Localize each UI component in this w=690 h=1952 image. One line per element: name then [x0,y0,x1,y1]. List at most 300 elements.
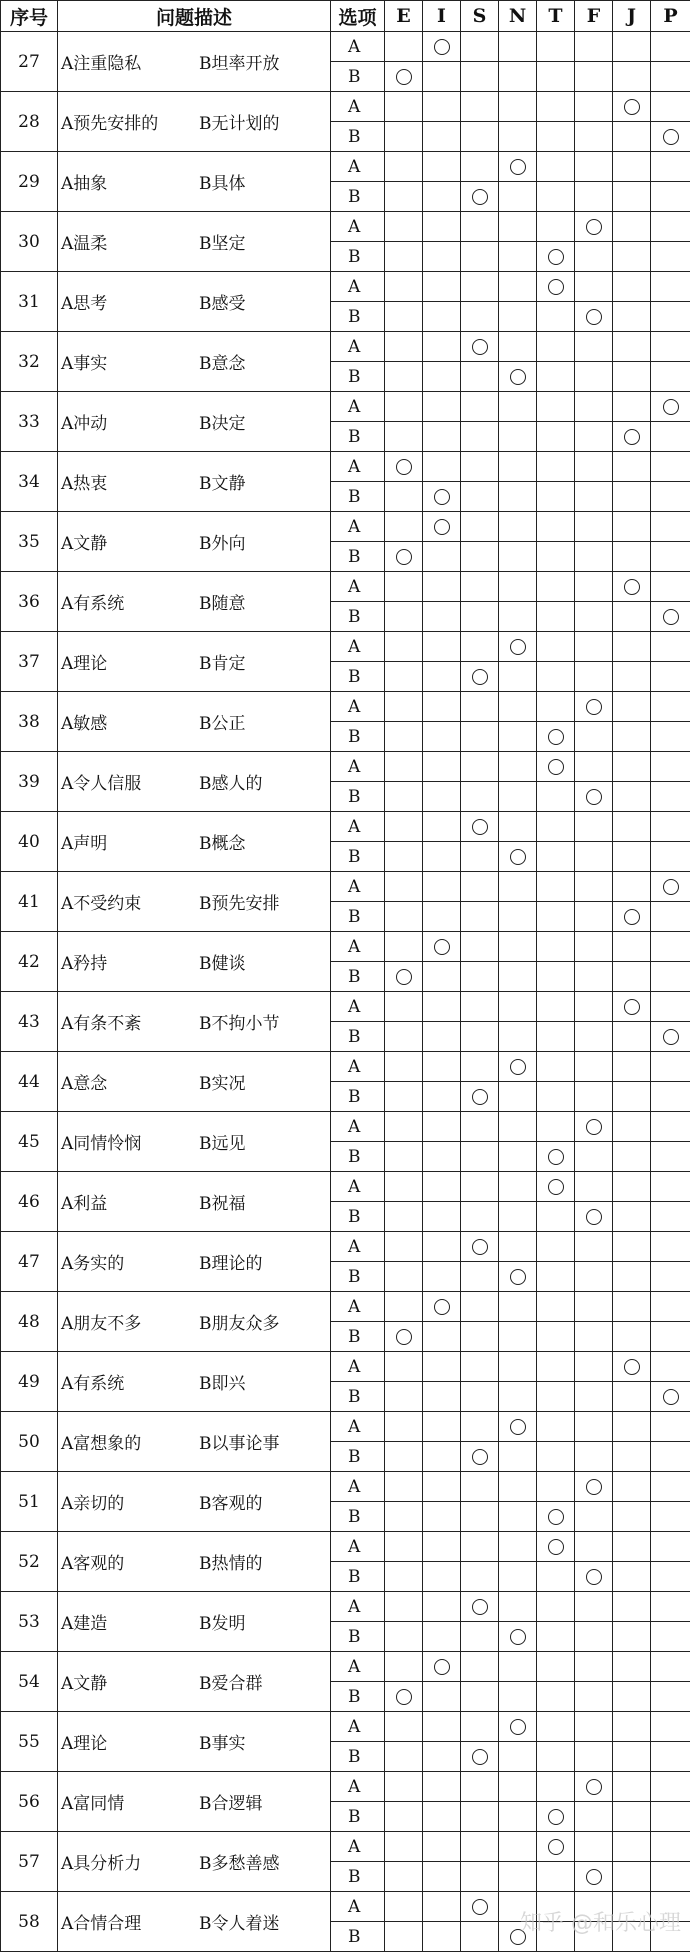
mark-cell-n [499,122,537,152]
question-number: 27 [1,32,58,92]
mark-cell-i [423,1262,461,1292]
mark-cell-f [575,272,613,302]
option-a-text: A理论 [58,1729,199,1754]
question-number: 47 [1,1232,58,1292]
mark-cell-j [613,1082,651,1112]
mark-cell-t [537,482,575,512]
mark-cell-j [613,752,651,782]
question-row-a [1,1172,690,1202]
circle-mark-icon [586,699,602,715]
mark-cell-i [423,1532,461,1562]
mark-cell-t [537,512,575,542]
mark-cell-j [613,482,651,512]
mark-cell-t [537,422,575,452]
mark-cell-n [499,662,537,692]
mark-cell-e [385,842,423,872]
circle-mark-icon [548,249,564,265]
circle-mark-icon [472,1599,488,1615]
option-letter: B [331,1442,385,1472]
mark-cell-i [423,1652,461,1682]
mark-cell-n [499,1442,537,1472]
mark-cell-s [461,1592,499,1622]
question-number: 51 [1,1472,58,1532]
mark-cell-p [651,1412,690,1442]
option-letter: B [331,842,385,872]
option-letter: A [331,692,385,722]
mark-cell-f [575,1232,613,1262]
mark-cell-s [461,1712,499,1742]
mark-cell-i [423,482,461,512]
mark-cell-e [385,1232,423,1262]
mark-cell-t [537,1592,575,1622]
option-b-text: B外向 [199,529,246,554]
header-dim-j: J [613,1,651,32]
mark-cell-s [461,1562,499,1592]
mark-cell-e [385,752,423,782]
mark-cell-e [385,1802,423,1832]
question-number: 52 [1,1532,58,1592]
mark-cell-n [499,1682,537,1712]
option-letter: A [331,1052,385,1082]
mark-cell-f [575,662,613,692]
circle-mark-icon [548,1539,564,1555]
mark-cell-f [575,572,613,602]
mark-cell-j [613,92,651,122]
mark-cell-s [461,542,499,572]
mark-cell-j [613,662,651,692]
mark-cell-f [575,182,613,212]
mark-cell-p [651,1532,690,1562]
circle-mark-icon [472,1749,488,1765]
circle-mark-icon [510,1419,526,1435]
mark-cell-e [385,212,423,242]
mark-cell-s [461,1112,499,1142]
mark-cell-t [537,32,575,62]
mark-cell-p [651,62,690,92]
mark-cell-e [385,572,423,602]
circle-mark-icon [396,969,412,985]
circle-mark-icon [548,279,564,295]
mark-cell-j [613,782,651,812]
option-letter: A [331,32,385,62]
question-row-a [1,1412,690,1442]
question-number: 29 [1,152,58,212]
option-letter: B [331,782,385,812]
question-description [58,1172,331,1232]
mark-cell-p [651,932,690,962]
question-description [58,752,331,812]
mark-cell-i [423,512,461,542]
mark-cell-t [537,242,575,272]
mark-cell-i [423,1862,461,1892]
mark-cell-t [537,722,575,752]
mark-cell-e [385,1592,423,1622]
mark-cell-n [499,272,537,302]
option-letter: B [331,242,385,272]
option-letter: B [331,1682,385,1712]
mark-cell-t [537,1802,575,1832]
mark-cell-s [461,722,499,752]
option-a-text: A温柔 [58,229,199,254]
mark-cell-t [537,632,575,662]
mark-cell-t [537,92,575,122]
mark-cell-s [461,1292,499,1322]
circle-mark-icon [586,1869,602,1885]
mark-cell-j [613,422,651,452]
mark-cell-p [651,1712,690,1742]
option-a-text: A预先安排的 [58,109,199,134]
mark-cell-t [537,1202,575,1232]
mark-cell-f [575,392,613,422]
mark-cell-s [461,1232,499,1262]
mark-cell-e [385,482,423,512]
option-a-text: A事实 [58,349,199,374]
mark-cell-i [423,1772,461,1802]
option-a-text: A有系统 [58,589,199,614]
question-description [58,992,331,1052]
option-a-text: A建造 [58,1609,199,1634]
circle-mark-icon [624,99,640,115]
question-row-a [1,692,690,722]
mark-cell-p [651,1172,690,1202]
mark-cell-e [385,302,423,332]
mark-cell-i [423,752,461,782]
mark-cell-f [575,1052,613,1082]
mark-cell-f [575,1082,613,1112]
option-b-text: B远见 [199,1129,246,1154]
option-letter: A [331,152,385,182]
question-row-a [1,332,690,362]
question-description [58,812,331,872]
mark-cell-t [537,902,575,932]
mark-cell-j [613,602,651,632]
mark-cell-n [499,992,537,1022]
mark-cell-f [575,32,613,62]
circle-mark-icon [663,129,679,145]
mark-cell-p [651,1442,690,1472]
mark-cell-t [537,962,575,992]
question-description [58,1052,331,1112]
mark-cell-t [537,1262,575,1292]
circle-mark-icon [434,939,450,955]
question-number: 31 [1,272,58,332]
question-description [58,1412,331,1472]
mark-cell-t [537,1772,575,1802]
mark-cell-s [461,902,499,932]
option-letter: A [331,1772,385,1802]
mark-cell-s [461,182,499,212]
mark-cell-p [651,1592,690,1622]
mark-cell-n [499,602,537,632]
circle-mark-icon [510,639,526,655]
mark-cell-e [385,872,423,902]
mark-cell-j [613,1502,651,1532]
option-letter: A [331,92,385,122]
mark-cell-p [651,692,690,722]
question-row-a [1,1232,690,1262]
mark-cell-i [423,1352,461,1382]
option-letter: B [331,662,385,692]
option-a-text: A不受约束 [58,889,199,914]
mark-cell-s [461,1442,499,1472]
mark-cell-f [575,422,613,452]
question-row-a [1,872,690,902]
mark-cell-t [537,1862,575,1892]
mark-cell-j [613,512,651,542]
question-number: 40 [1,812,58,872]
mark-cell-f [575,482,613,512]
mark-cell-p [651,1202,690,1232]
circle-mark-icon [472,1089,488,1105]
option-letter: B [331,1862,385,1892]
mark-cell-i [423,1502,461,1532]
circle-mark-icon [396,69,412,85]
circle-mark-icon [586,1779,602,1795]
question-number: 39 [1,752,58,812]
option-letter: B [331,1322,385,1352]
circle-mark-icon [548,1509,564,1525]
circle-mark-icon [472,1899,488,1915]
mark-cell-s [461,332,499,362]
mark-cell-e [385,632,423,662]
mark-cell-s [461,1922,499,1952]
option-letter: B [331,482,385,512]
option-letter: A [331,1412,385,1442]
mark-cell-j [613,632,651,662]
circle-mark-icon [396,1689,412,1705]
option-a-text: A思考 [58,289,199,314]
circle-mark-icon [434,489,450,505]
mark-cell-i [423,1412,461,1442]
mark-cell-p [651,1682,690,1712]
option-letter: B [331,962,385,992]
option-a-text: A抽象 [58,169,199,194]
mark-cell-p [651,1052,690,1082]
mark-cell-t [537,1082,575,1112]
question-description [58,32,331,92]
question-number: 50 [1,1412,58,1472]
option-a-text: A有条不紊 [58,1009,199,1034]
header-dim-p: P [651,1,690,32]
circle-mark-icon [548,759,564,775]
option-letter: A [331,1652,385,1682]
option-b-text: B实况 [199,1069,246,1094]
mark-cell-e [385,512,423,542]
mark-cell-p [651,542,690,572]
mark-cell-n [499,1832,537,1862]
mark-cell-f [575,1292,613,1322]
mark-cell-p [651,962,690,992]
mark-cell-j [613,332,651,362]
mark-cell-p [651,782,690,812]
mark-cell-e [385,62,423,92]
mark-cell-f [575,1262,613,1292]
mark-cell-e [385,1082,423,1112]
mark-cell-i [423,572,461,602]
mark-cell-f [575,872,613,902]
circle-mark-icon [663,399,679,415]
mark-cell-e [385,1322,423,1352]
mark-cell-f [575,1202,613,1232]
mark-cell-s [461,392,499,422]
mark-cell-j [613,812,651,842]
mark-cell-n [499,1562,537,1592]
mark-cell-e [385,122,423,152]
circle-mark-icon [624,579,640,595]
mark-cell-n [499,1022,537,1052]
mark-cell-p [651,1772,690,1802]
option-letter: B [331,302,385,332]
mark-cell-t [537,542,575,572]
mark-cell-t [537,602,575,632]
mark-cell-f [575,1712,613,1742]
question-row-a [1,752,690,782]
mark-cell-s [461,1352,499,1382]
question-number: 33 [1,392,58,452]
option-b-text: B决定 [199,409,246,434]
option-b-text: B概念 [199,829,246,854]
mark-cell-f [575,1772,613,1802]
circle-mark-icon [434,1659,450,1675]
option-b-text: B坚定 [199,229,246,254]
mark-cell-j [613,1682,651,1712]
mark-cell-n [499,1622,537,1652]
circle-mark-icon [396,459,412,475]
option-letter: B [331,62,385,92]
mark-cell-f [575,332,613,362]
circle-mark-icon [472,189,488,205]
option-letter: A [331,1832,385,1862]
mark-cell-t [537,1622,575,1652]
circle-mark-icon [624,1359,640,1375]
question-row-a [1,1592,690,1622]
mark-cell-e [385,1112,423,1142]
mark-cell-p [651,1562,690,1592]
mark-cell-n [499,152,537,182]
circle-mark-icon [434,519,450,535]
mark-cell-f [575,362,613,392]
mark-cell-j [613,452,651,482]
mark-cell-f [575,242,613,272]
mark-cell-t [537,992,575,1022]
mark-cell-j [613,1562,651,1592]
option-letter: A [331,212,385,242]
mark-cell-p [651,812,690,842]
mark-cell-j [613,1112,651,1142]
mark-cell-t [537,332,575,362]
question-description [58,152,331,212]
option-a-text: A朋友不多 [58,1309,199,1334]
mark-cell-j [613,932,651,962]
mark-cell-j [613,572,651,602]
option-letter: A [331,1112,385,1142]
mark-cell-n [499,962,537,992]
mark-cell-n [499,242,537,272]
mark-cell-f [575,512,613,542]
mark-cell-p [651,422,690,452]
question-row-a [1,932,690,962]
question-description [58,1472,331,1532]
option-b-text: B坦率开放 [199,49,280,74]
mark-cell-p [651,602,690,632]
mark-cell-p [651,1802,690,1832]
mark-cell-n [499,1112,537,1142]
mark-cell-j [613,302,651,332]
mark-cell-f [575,1832,613,1862]
mark-cell-s [461,242,499,272]
mark-cell-t [537,1112,575,1142]
question-number: 32 [1,332,58,392]
option-a-text: A敏感 [58,709,199,734]
mark-cell-j [613,1802,651,1832]
option-b-text: B即兴 [199,1369,246,1394]
question-description [58,1112,331,1172]
mark-cell-t [537,1322,575,1352]
mark-cell-j [613,872,651,902]
mark-cell-j [613,962,651,992]
header-row [1,1,690,32]
mark-cell-j [613,992,651,1022]
mark-cell-e [385,662,423,692]
mark-cell-e [385,1892,423,1922]
header-dim-f: F [575,1,613,32]
mark-cell-s [461,962,499,992]
option-a-text: A务实的 [58,1249,199,1274]
mark-cell-i [423,1172,461,1202]
mark-cell-f [575,1022,613,1052]
mark-cell-f [575,1742,613,1772]
mark-cell-n [499,632,537,662]
question-number: 58 [1,1892,58,1952]
mark-cell-i [423,62,461,92]
mark-cell-f [575,542,613,572]
mark-cell-e [385,1442,423,1472]
mark-cell-s [461,1742,499,1772]
option-b-text: B爱合群 [199,1669,263,1694]
mark-cell-n [499,32,537,62]
mark-cell-f [575,752,613,782]
question-description [58,572,331,632]
mark-cell-f [575,602,613,632]
circle-mark-icon [472,1239,488,1255]
question-row-a [1,1652,690,1682]
question-description [58,212,331,272]
mark-cell-j [613,1172,651,1202]
mark-cell-i [423,1442,461,1472]
mark-cell-s [461,152,499,182]
mark-cell-p [651,1502,690,1532]
mark-cell-s [461,482,499,512]
mark-cell-j [613,1532,651,1562]
mark-cell-i [423,152,461,182]
question-row-a [1,1292,690,1322]
mark-cell-n [499,332,537,362]
mark-cell-e [385,1412,423,1442]
mark-cell-p [651,1262,690,1292]
mark-cell-f [575,1322,613,1352]
mark-cell-f [575,1862,613,1892]
mark-cell-e [385,602,423,632]
mark-cell-i [423,1382,461,1412]
mark-cell-p [651,872,690,902]
mark-cell-f [575,1802,613,1832]
mark-cell-i [423,1052,461,1082]
mark-cell-i [423,392,461,422]
option-letter: B [331,1142,385,1172]
mark-cell-i [423,1922,461,1952]
mark-cell-p [651,722,690,752]
circle-mark-icon [434,39,450,55]
